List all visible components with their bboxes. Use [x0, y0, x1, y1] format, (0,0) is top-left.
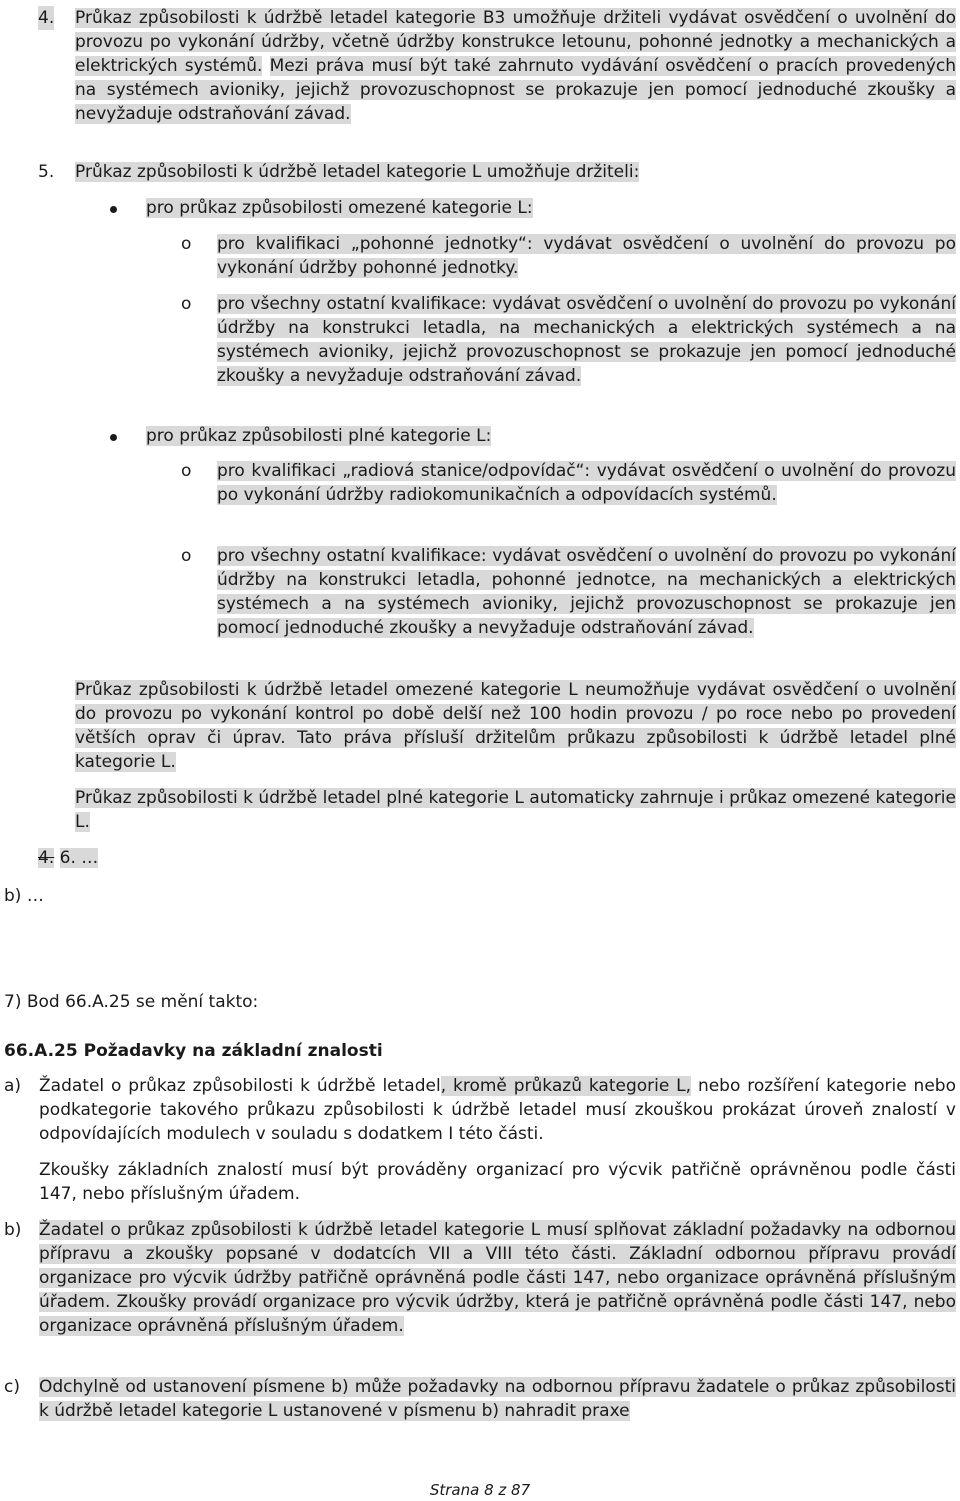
item-4-text: [75, 6, 956, 126]
bullet-2-label: pro průkaz způsobilosti plné kategorie L:: [146, 426, 492, 446]
circle-bullet-icon: o: [181, 546, 192, 566]
item-4-number: 4.: [38, 8, 55, 28]
item-a-label: a): [4, 1076, 22, 1096]
circle-bullet-icon: o: [181, 234, 192, 254]
bullet-1-sub-1: pro kvalifikaci „pohonné jednotky“: vydávat osvědčení o uvolnění do provozu po vykonání údržby pohonné jednotky.: [217, 234, 956, 278]
b-item: b) …: [4, 886, 44, 906]
item-a-text: Žadatel o průkaz způsobilosti k údržbě letadel, kromě průkazů kategorie L, nebo rozšíření kategorie nebo podkategorie takového průkazu způsobilosti k údržbě letadel musí zkouškou prokázat úroveň znalostí v odpovídajících modulech v souladu s dodatkem I této části.: [39, 1076, 956, 1144]
circle-bullet-icon: o: [181, 294, 192, 314]
item-c-text: Odchylně od ustanovení písmene b) může požadavky na odbornou přípravu žadatele o průkaz způsobilosti k údržbě letadel kategorie L ustanovené v písmenu b) nahradit praxe: [39, 1377, 956, 1421]
item-a-paragraph-2: Zkoušky základních znalostí musí být prováděny organizací pro výcvik patřičně oprávněnou podle části 147, nebo příslušným úřadem.: [39, 1160, 956, 1204]
renumbering: [38, 846, 98, 870]
item-c-label: c): [4, 1377, 20, 1397]
page-footer: Strana 8 z 87: [429, 1481, 531, 1499]
bullet-1-sub-2: pro všechny ostatní kvalifikace: vydávat osvědčení o uvolnění do provozu po vykonání údržby na konstrukci letadla, na mechanických a elektrických systémech a na systémech avioniky, jejichž provozuschopnost se prokazuje jen pomocí jednoduché zkoušky a nevyžaduje odstraňování závad.: [217, 294, 956, 386]
circle-bullet-icon: o: [181, 461, 192, 481]
bullet-2-sub-1: pro kvalifikaci „radiová stanice/odpovídač“: vydávat osvědčení o uvolnění do provozu po vykonání údržby radiokomunikačních a odpovídacích systémů.: [217, 461, 956, 505]
item-5-paragraph-1: Průkaz způsobilosti k údržbě letadel omezené kategorie L neumožňuje vydávat osvědčení o uvolnění do provozu po vykonání kontrol po době delší než 100 hodin provozu / po roce nebo po provedení větších oprav či úprav. Tato práva přísluší držitelům průkazu způsobilosti k údržbě letadel plné kategorie L.: [75, 680, 956, 772]
item-b-text: Žadatel o průkaz způsobilosti k údržbě letadel kategorie L musí splňovat základní požadavky na odbornou přípravu a zkoušky popsané v dodatcích VII a VIII této části. Základní odbornou přípravu provádí organizace pro výcvik údržby patřičně oprávněná podle části 147, nebo organizace oprávněná příslušným úřadem. Zkoušky provádí organizace pro výcvik údržby, která je patřičně oprávněná podle části 147, nebo organizace oprávněná příslušným úřadem.: [39, 1220, 956, 1336]
item-4-highlighted-text-2: Mezi práva musí být také zahrnuto vydávání osvědčení o pracích provedených na systémech avioniky, jejichž provozuschopnost se prokazuje jen pomocí jednoduché zkoušky a nevyžaduje odstraňování závad.: [75, 56, 957, 124]
item-5-paragraph-2: Průkaz způsobilosti k údržbě letadel plné kategorie L automaticky zahrnuje i průkaz omezené kategorie L.: [75, 788, 956, 832]
bullet-icon: [110, 434, 117, 441]
section-heading: 66.A.25 Požadavky na základní znalosti: [4, 1041, 383, 1061]
item-a-highlight: , kromě průkazů kategorie L,: [440, 1076, 692, 1096]
item-5-intro: Průkaz způsobilosti k údržbě letadel kategorie L umožňuje držiteli:: [75, 162, 640, 182]
new-number: 6. …: [59, 848, 99, 868]
bullet-2-sub-2: pro všechny ostatní kvalifikace: vydávat osvědčení o uvolnění do provozu po vykonání údržby na konstrukci letadla, pohonné jednotce, na mechanických a elektrických systémech a na systémech avioniky, jejichž provozuschopnost se prokazuje jen pomocí jednoduché zkoušky a nevyžaduje odstraňování závad.: [217, 546, 956, 638]
bullet-1-label: pro průkaz způsobilosti omezené kategorie L:: [146, 198, 533, 218]
item-b-label: b): [4, 1220, 22, 1240]
item-5-number: 5.: [38, 162, 55, 182]
bullet-icon: [110, 206, 117, 213]
item-4-highlighted-text: Průkaz způsobilosti k údržbě letadel kategorie B3 umožňuje držiteli vydávat osvědčení o uvolnění do provozu po vykonání údržby, včetně údržby konstrukce letounu, pohonné jednotky a mechanických a elektrických systémů.: [75, 8, 956, 76]
amendment-point: 7) Bod 66.A.25 se mění takto:: [4, 992, 259, 1012]
old-number: 4.: [38, 848, 55, 868]
